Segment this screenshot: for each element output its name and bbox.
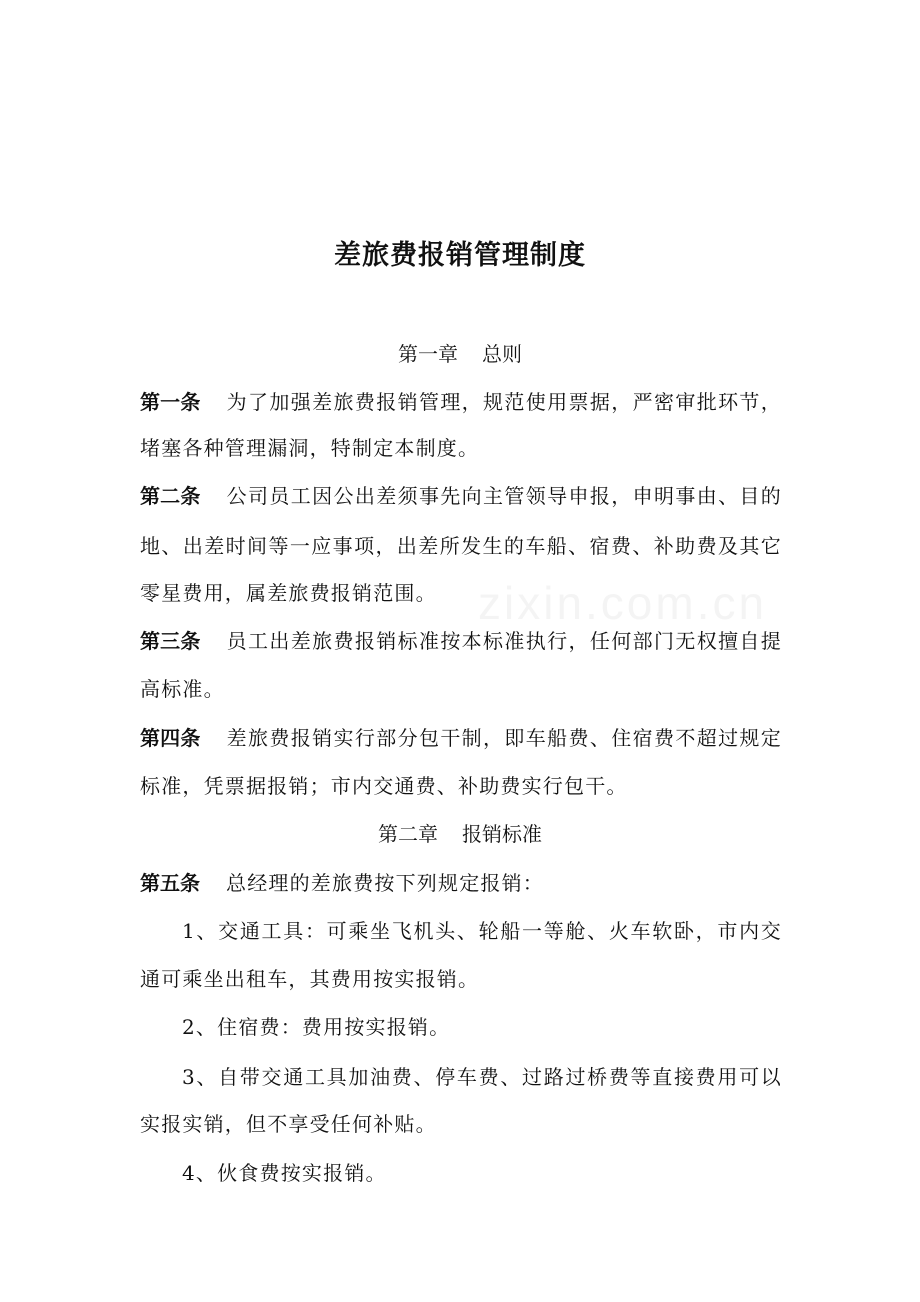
article-label: 第五条 <box>140 871 200 895</box>
article-4-line-2: 标准，凭票据报销；市内交通费、补助费实行包干。 <box>140 774 628 798</box>
item-1-line-2: 通可乘坐出租车，其费用按实报销。 <box>140 967 480 991</box>
item-3-line-2: 实报实销，但不享受任何补贴。 <box>140 1112 437 1136</box>
article-text: 差旅费报销实行部分包干制，即车船费、住宿费不超过规定 <box>226 726 783 750</box>
article-2-line-3: 零星费用，属差旅费报销范围。 <box>140 581 437 605</box>
item-4-line-1 <box>140 1158 782 1188</box>
article-label: 第二条 <box>140 484 201 508</box>
article-text: 总经理的差旅费按下列规定报销： <box>226 871 544 895</box>
article-text: 为了加强差旅费报销管理，规范使用票据，严密审批环节， <box>226 390 783 414</box>
article-1-line-1 <box>140 387 782 417</box>
article-5-line-1 <box>140 868 782 898</box>
chapter-heading-2 <box>0 819 920 849</box>
chapter-heading-1 <box>0 339 920 369</box>
article-3-line-2: 高标准。 <box>140 677 225 701</box>
article-4-line-1 <box>140 723 782 753</box>
article-text: 公司员工因公出差须事先向主管领导申报，申明事由、目的 <box>226 484 783 508</box>
item-text: 2、住宿费：费用按实报销。 <box>182 1015 451 1039</box>
article-label: 第四条 <box>140 726 201 750</box>
item-text: 4、伙食费按实报销。 <box>182 1161 387 1185</box>
article-2-line-1 <box>140 481 782 511</box>
chapter-name: 总则 <box>482 342 522 366</box>
article-text: 员工出差旅费报销标准按本标准执行，任何部门无权擅自提 <box>226 629 783 653</box>
item-1-line-1 <box>140 916 782 946</box>
item-text: 3、自带交通工具加油费、停车费、过路过桥费等直接费用可以 <box>182 1065 782 1089</box>
item-3-line-1 <box>140 1062 782 1092</box>
article-label: 第一条 <box>140 390 201 414</box>
item-text: 1、交通工具：可乘坐飞机头、轮船一等舱、火车软卧，市内交 <box>182 919 782 943</box>
chapter-number: 第一章 <box>398 342 458 366</box>
chapter-name: 报销标准 <box>462 822 542 846</box>
watermark: zixin.com.cn <box>478 577 768 629</box>
article-label: 第三条 <box>140 629 201 653</box>
document-title: 差旅费报销管理制度 <box>334 240 586 271</box>
chapter-number: 第二章 <box>378 822 438 846</box>
article-2-line-2: 地、出差时间等一应事项，出差所发生的车船、宿费、补助费及其它 <box>140 534 782 558</box>
item-2-line-1 <box>140 1012 782 1042</box>
article-3-line-1 <box>140 626 782 656</box>
article-1-line-2: 堵塞各种管理漏洞，特制定本制度。 <box>140 436 480 460</box>
